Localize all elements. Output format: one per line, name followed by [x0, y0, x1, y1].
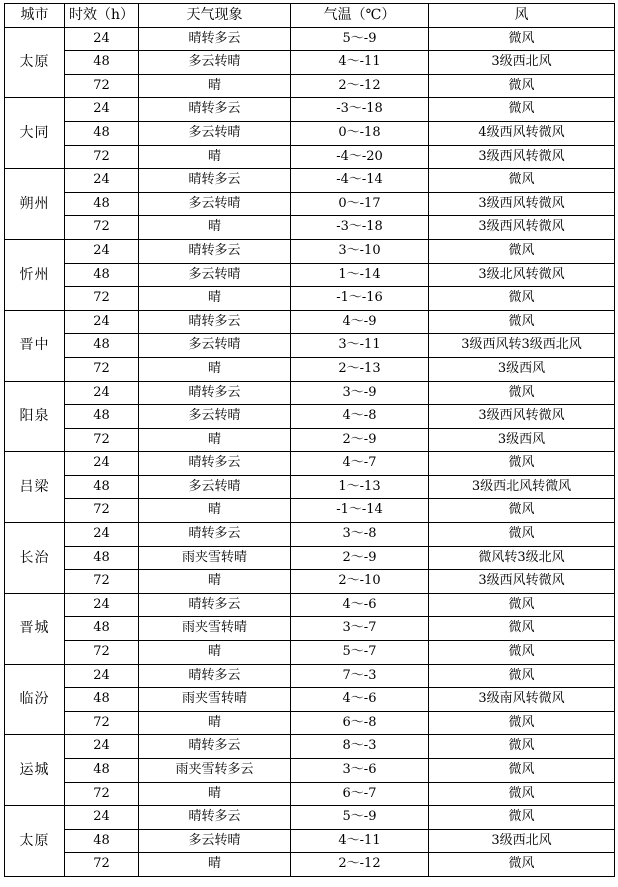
wind-cell: 3级西北风转微风 — [429, 475, 615, 499]
header-weather: 天气现象 — [139, 4, 291, 28]
weather-cell: 雨夹雪转晴 — [139, 546, 291, 570]
weather-cell: 晴转多云 — [139, 310, 291, 334]
hours-cell: 72 — [65, 570, 139, 594]
table-row — [5, 523, 615, 547]
wind-cell: 微风 — [429, 782, 615, 806]
table-row — [5, 405, 615, 429]
hours-cell: 24 — [65, 452, 139, 476]
weather-cell: 晴 — [139, 641, 291, 665]
weather-cell: 多云转晴 — [139, 475, 291, 499]
temperature-cell: 3～-11 — [291, 334, 429, 358]
weather-cell: 晴 — [139, 499, 291, 523]
wind-cell: 3级南风转微风 — [429, 688, 615, 712]
hours-cell: 72 — [65, 499, 139, 523]
weather-cell: 晴转多云 — [139, 98, 291, 122]
table-row — [5, 51, 615, 75]
table-row — [5, 310, 615, 334]
hours-cell: 24 — [65, 381, 139, 405]
table-row — [5, 617, 615, 641]
weather-cell: 晴 — [139, 74, 291, 98]
wind-cell: 3级西北风 — [429, 829, 615, 853]
temperature-cell: 5～-7 — [291, 641, 429, 665]
weather-cell: 晴 — [139, 216, 291, 240]
wind-cell: 3级西风转微风 — [429, 145, 615, 169]
temperature-cell: 5～-9 — [291, 806, 429, 830]
city-name-cell: 临汾 — [5, 664, 65, 735]
table-row — [5, 570, 615, 594]
temperature-cell: -3～-18 — [291, 216, 429, 240]
temperature-cell: 5～-9 — [291, 27, 429, 51]
weather-cell: 晴转多云 — [139, 735, 291, 759]
table-row — [5, 806, 615, 830]
temperature-cell: 4～-11 — [291, 51, 429, 75]
wind-cell: 微风 — [429, 169, 615, 193]
weather-cell: 晴 — [139, 782, 291, 806]
temperature-cell: 3～-6 — [291, 759, 429, 783]
temperature-cell: -1～-16 — [291, 287, 429, 311]
wind-cell: 微风 — [429, 853, 615, 877]
hours-cell: 72 — [65, 711, 139, 735]
wind-cell: 微风 — [429, 74, 615, 98]
hours-cell: 72 — [65, 782, 139, 806]
temperature-cell: 2～-9 — [291, 546, 429, 570]
table-row — [5, 759, 615, 783]
city-name-cell: 运城 — [5, 735, 65, 806]
table-row — [5, 711, 615, 735]
city-name-cell: 大同 — [5, 98, 65, 169]
weather-cell: 晴 — [139, 287, 291, 311]
hours-cell: 48 — [65, 759, 139, 783]
hours-cell: 72 — [65, 145, 139, 169]
temperature-cell: 4～-7 — [291, 452, 429, 476]
wind-cell: 微风 — [429, 381, 615, 405]
weather-cell: 晴 — [139, 357, 291, 381]
wind-cell: 微风 — [429, 310, 615, 334]
hours-cell: 24 — [65, 239, 139, 263]
hours-cell: 24 — [65, 735, 139, 759]
temperature-cell: 1～-14 — [291, 263, 429, 287]
temperature-cell: 2～-12 — [291, 853, 429, 877]
forecast-table — [4, 3, 615, 877]
temperature-cell: 3～-8 — [291, 523, 429, 547]
wind-cell: 微风 — [429, 98, 615, 122]
city-name-cell: 阳泉 — [5, 381, 65, 452]
weather-cell: 多云转晴 — [139, 829, 291, 853]
hours-cell: 48 — [65, 334, 139, 358]
wind-cell: 3级西风转微风 — [429, 192, 615, 216]
table-row — [5, 593, 615, 617]
wind-cell: 微风 — [429, 617, 615, 641]
temperature-cell: 4～-9 — [291, 310, 429, 334]
table-row — [5, 688, 615, 712]
city-name-cell: 晋城 — [5, 593, 65, 664]
table-row — [5, 428, 615, 452]
hours-cell: 48 — [65, 263, 139, 287]
wind-cell: 微风 — [429, 239, 615, 263]
table-row — [5, 239, 615, 263]
weather-cell: 雨夹雪转多云 — [139, 759, 291, 783]
hours-cell: 24 — [65, 27, 139, 51]
hours-cell: 48 — [65, 475, 139, 499]
hours-cell: 72 — [65, 853, 139, 877]
weather-cell: 晴转多云 — [139, 239, 291, 263]
weather-cell: 晴 — [139, 428, 291, 452]
table-row — [5, 74, 615, 98]
temperature-cell: -4～-20 — [291, 145, 429, 169]
temperature-cell: 2～-9 — [291, 428, 429, 452]
wind-cell: 3级西北风 — [429, 51, 615, 75]
weather-cell: 多云转晴 — [139, 51, 291, 75]
wind-cell: 微风 — [429, 452, 615, 476]
table-row — [5, 829, 615, 853]
hours-cell: 48 — [65, 192, 139, 216]
forecast-table-wrapper — [4, 3, 615, 877]
hours-cell: 24 — [65, 523, 139, 547]
temperature-cell: 3～-9 — [291, 381, 429, 405]
wind-cell: 微风 — [429, 287, 615, 311]
header-temperature: 气温（℃） — [291, 4, 429, 28]
city-name-cell: 太原 — [5, 27, 65, 98]
temperature-cell: 0～-18 — [291, 121, 429, 145]
hours-cell: 48 — [65, 829, 139, 853]
wind-cell: 3级西风转微风 — [429, 570, 615, 594]
table-row — [5, 499, 615, 523]
table-row — [5, 27, 615, 51]
temperature-cell: 2～-10 — [291, 570, 429, 594]
hours-cell: 72 — [65, 428, 139, 452]
wind-cell: 微风 — [429, 735, 615, 759]
wind-cell: 微风转3级北风 — [429, 546, 615, 570]
hours-cell: 72 — [65, 357, 139, 381]
table-row — [5, 145, 615, 169]
temperature-cell: 4～-8 — [291, 405, 429, 429]
hours-cell: 72 — [65, 216, 139, 240]
hours-cell: 72 — [65, 287, 139, 311]
temperature-cell: 2～-12 — [291, 74, 429, 98]
hours-cell: 48 — [65, 617, 139, 641]
hours-cell: 24 — [65, 98, 139, 122]
temperature-cell: 7～-3 — [291, 664, 429, 688]
hours-cell: 24 — [65, 310, 139, 334]
table-row — [5, 334, 615, 358]
temperature-cell: 4～-11 — [291, 829, 429, 853]
weather-cell: 多云转晴 — [139, 192, 291, 216]
weather-cell: 多云转晴 — [139, 405, 291, 429]
table-row — [5, 287, 615, 311]
wind-cell: 3级西风 — [429, 428, 615, 452]
temperature-cell: 6～-8 — [291, 711, 429, 735]
table-row — [5, 664, 615, 688]
hours-cell: 24 — [65, 593, 139, 617]
wind-cell: 微风 — [429, 806, 615, 830]
wind-cell: 微风 — [429, 593, 615, 617]
weather-cell: 晴转多云 — [139, 664, 291, 688]
wind-cell: 4级西风转微风 — [429, 121, 615, 145]
city-name-cell: 晋中 — [5, 310, 65, 381]
wind-cell: 微风 — [429, 641, 615, 665]
table-row — [5, 216, 615, 240]
wind-cell: 3级西风转3级西北风 — [429, 334, 615, 358]
weather-cell: 晴 — [139, 570, 291, 594]
temperature-cell: 8～-3 — [291, 735, 429, 759]
weather-cell: 晴转多云 — [139, 381, 291, 405]
hours-cell: 72 — [65, 74, 139, 98]
weather-cell: 晴转多云 — [139, 27, 291, 51]
weather-cell: 多云转晴 — [139, 121, 291, 145]
table-row — [5, 192, 615, 216]
table-row — [5, 475, 615, 499]
table-row — [5, 169, 615, 193]
city-name-cell: 朔州 — [5, 169, 65, 240]
forecast-body — [5, 27, 615, 876]
hours-cell: 48 — [65, 688, 139, 712]
table-row — [5, 782, 615, 806]
temperature-cell: -4～-14 — [291, 169, 429, 193]
weather-cell: 多云转晴 — [139, 263, 291, 287]
city-name-cell: 太原 — [5, 806, 65, 877]
hours-cell: 48 — [65, 121, 139, 145]
wind-cell: 微风 — [429, 499, 615, 523]
hours-cell: 48 — [65, 405, 139, 429]
city-name-cell: 忻州 — [5, 239, 65, 310]
hours-cell: 24 — [65, 806, 139, 830]
wind-cell: 3级西风转微风 — [429, 216, 615, 240]
table-row — [5, 121, 615, 145]
city-name-cell: 吕梁 — [5, 452, 65, 523]
temperature-cell: 4～-6 — [291, 688, 429, 712]
temperature-cell: 1～-13 — [291, 475, 429, 499]
weather-cell: 雨夹雪转晴 — [139, 617, 291, 641]
table-row — [5, 263, 615, 287]
weather-cell: 晴转多云 — [139, 806, 291, 830]
table-row — [5, 381, 615, 405]
temperature-cell: 2～-13 — [291, 357, 429, 381]
wind-cell: 3级西风转微风 — [429, 405, 615, 429]
table-row — [5, 357, 615, 381]
temperature-cell: 3～-10 — [291, 239, 429, 263]
temperature-cell: -1～-14 — [291, 499, 429, 523]
header-wind: 风 — [429, 4, 615, 28]
weather-cell: 晴 — [139, 711, 291, 735]
hours-cell: 24 — [65, 664, 139, 688]
weather-cell: 晴转多云 — [139, 452, 291, 476]
wind-cell: 微风 — [429, 27, 615, 51]
hours-cell: 48 — [65, 51, 139, 75]
hours-cell: 24 — [65, 169, 139, 193]
wind-cell: 微风 — [429, 759, 615, 783]
table-row — [5, 98, 615, 122]
temperature-cell: 6～-7 — [291, 782, 429, 806]
weather-cell: 晴 — [139, 145, 291, 169]
temperature-cell: 0～-17 — [291, 192, 429, 216]
table-row — [5, 735, 615, 759]
table-row — [5, 452, 615, 476]
wind-cell: 微风 — [429, 664, 615, 688]
table-row — [5, 641, 615, 665]
table-row — [5, 853, 615, 877]
wind-cell: 微风 — [429, 711, 615, 735]
city-name-cell: 长治 — [5, 523, 65, 594]
header-hours: 时效（h） — [65, 4, 139, 28]
header-city: 城市 — [5, 4, 65, 28]
temperature-cell: 4～-6 — [291, 593, 429, 617]
weather-cell: 晴 — [139, 853, 291, 877]
temperature-cell: 3～-7 — [291, 617, 429, 641]
header-row — [5, 4, 615, 28]
weather-cell: 多云转晴 — [139, 334, 291, 358]
wind-cell: 3级西风 — [429, 357, 615, 381]
hours-cell: 72 — [65, 641, 139, 665]
wind-cell: 微风 — [429, 523, 615, 547]
temperature-cell: -3～-18 — [291, 98, 429, 122]
wind-cell: 3级北风转微风 — [429, 263, 615, 287]
hours-cell: 48 — [65, 546, 139, 570]
weather-cell: 晴转多云 — [139, 523, 291, 547]
weather-cell: 晴转多云 — [139, 169, 291, 193]
weather-cell: 晴转多云 — [139, 593, 291, 617]
table-row — [5, 546, 615, 570]
weather-cell: 雨夹雪转晴 — [139, 688, 291, 712]
